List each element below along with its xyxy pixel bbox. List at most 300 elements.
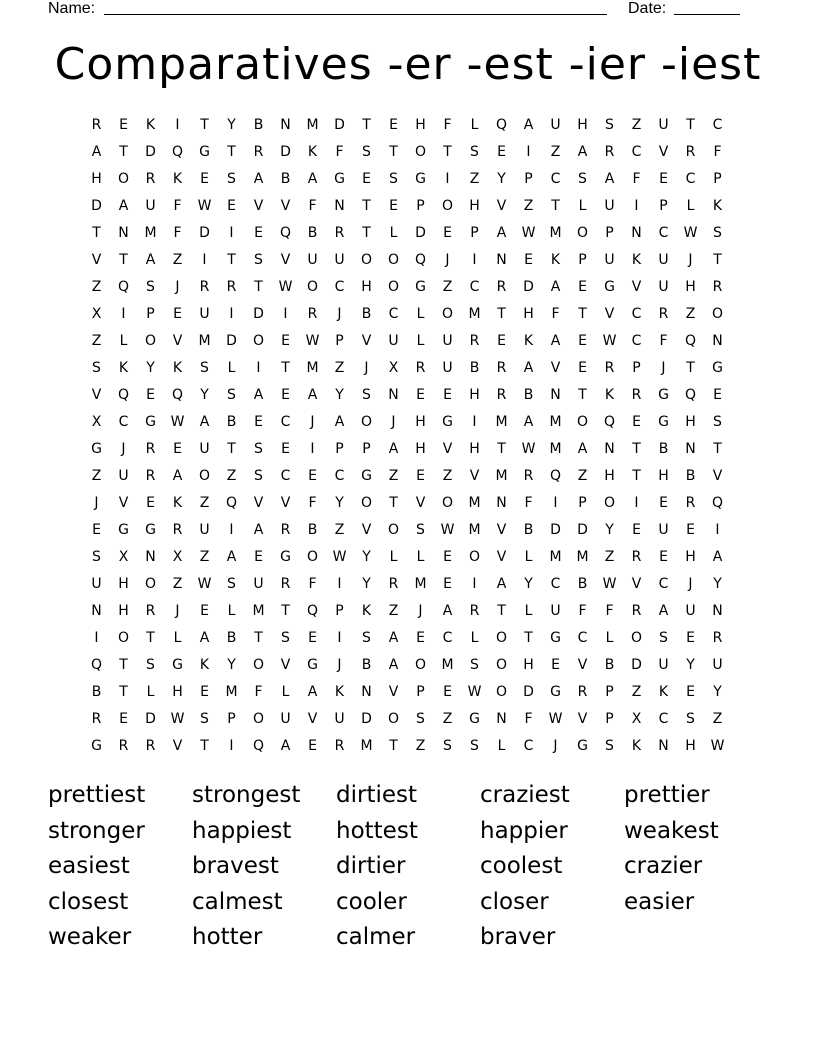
grid-letter: U (604, 198, 615, 214)
grid-letter: U (334, 252, 345, 268)
grid-letter: O (468, 549, 481, 565)
grid-letter: W (305, 333, 320, 349)
grid-letter: L (389, 225, 398, 241)
grid-letter: C (658, 576, 669, 592)
grid-letter: I (229, 522, 234, 538)
date-label: Date: (628, 0, 667, 17)
grid-letter: O (576, 225, 589, 241)
grid-letter: F (308, 576, 317, 592)
grid-letter: I (175, 117, 180, 133)
grid-letter: V (307, 711, 318, 727)
grid-letter: C (334, 279, 345, 295)
grid-letter: Y (146, 360, 155, 376)
grid-letter: R (469, 603, 480, 619)
grid-row (83, 141, 733, 168)
grid-letter: A (577, 144, 588, 160)
grid-letter: G (415, 279, 426, 295)
grid-letter: A (172, 468, 183, 484)
grid-letter: H (415, 117, 426, 133)
grid-letter: E (443, 684, 452, 700)
grid-letter: Y (362, 549, 371, 565)
grid-letter: Q (279, 225, 292, 241)
grid-row (83, 195, 733, 222)
grid-letter: N (91, 603, 102, 619)
grid-letter: S (713, 225, 722, 241)
grid-letter: B (523, 522, 534, 538)
grid-row (83, 600, 733, 627)
grid-row (83, 249, 733, 276)
grid-row (83, 438, 733, 465)
grid-letter: Z (442, 711, 453, 727)
grid-letter: E (524, 252, 533, 268)
grid-letter: T (578, 306, 587, 322)
grid-letter: B (604, 657, 615, 673)
grid-letter: C (118, 414, 129, 430)
grid-letter: V (280, 198, 291, 214)
grid-letter: Q (171, 144, 184, 160)
grid-letter: D (145, 711, 156, 727)
grid-letter: Y (335, 387, 344, 403)
grid-letter: Z (334, 522, 345, 538)
grid-letter: L (605, 630, 614, 646)
grid-letter: R (469, 333, 480, 349)
grid-letter: H (361, 279, 372, 295)
date-field[interactable] (674, 14, 740, 15)
word-bank-item: coolest (480, 853, 563, 879)
grid-letter: E (659, 549, 668, 565)
grid-letter: P (632, 360, 641, 376)
grid-letter: T (119, 144, 128, 160)
word-bank-item: happiest (192, 817, 292, 844)
grid-letter: T (254, 279, 263, 295)
grid-letter: U (91, 576, 102, 592)
grid-letter: N (658, 738, 669, 754)
grid-letter: E (146, 495, 155, 511)
grid-letter: E (281, 387, 290, 403)
grid-letter: V (91, 387, 102, 403)
grid-letter: T (119, 252, 128, 268)
grid-letter: V (361, 522, 372, 538)
grid-letter: T (227, 252, 236, 268)
grid-letter: L (686, 198, 695, 214)
grid-letter: E (497, 333, 506, 349)
grid-letter: Y (227, 117, 236, 133)
grid-letter: Z (523, 198, 534, 214)
grid-letter: A (523, 414, 534, 430)
name-label: Name: (48, 0, 96, 17)
grid-letter: M (549, 414, 562, 430)
grid-letter: U (550, 117, 561, 133)
grid-letter: E (308, 468, 317, 484)
word-bank-item: stronger (48, 817, 145, 844)
grid-letter: E (443, 576, 452, 592)
grid-letter: K (361, 603, 372, 619)
grid-letter: E (173, 306, 182, 322)
grid-letter: W (710, 738, 725, 754)
grid-letter: P (470, 225, 479, 241)
grid-letter: O (360, 414, 373, 430)
grid-letter: W (467, 684, 482, 700)
grid-letter: S (659, 630, 668, 646)
grid-letter: N (361, 684, 372, 700)
grid-letter: D (361, 711, 372, 727)
grid-letter: F (308, 198, 317, 214)
grid-letter: M (468, 522, 481, 538)
grid-letter: O (387, 522, 400, 538)
grid-row (83, 411, 733, 438)
grid-letter: W (521, 225, 536, 241)
grid-letter: R (118, 738, 129, 754)
grid-letter: D (577, 522, 588, 538)
grid-letter: L (227, 603, 236, 619)
grid-letter: T (362, 117, 371, 133)
grid-letter: T (686, 117, 695, 133)
grid-letter: N (334, 198, 345, 214)
grid-letter: E (281, 333, 290, 349)
grid-letter: T (254, 630, 263, 646)
grid-letter: D (523, 279, 534, 295)
word-bank-item: weakest (624, 817, 719, 844)
grid-letter: A (388, 657, 399, 673)
grid-letter: E (254, 225, 263, 241)
grid-letter: Y (713, 576, 722, 592)
grid-letter: H (658, 468, 669, 484)
grid-letter: S (200, 360, 209, 376)
grid-letter: S (470, 657, 479, 673)
grid-letter: E (416, 630, 425, 646)
grid-letter: G (199, 144, 210, 160)
grid-letter: V (658, 144, 669, 160)
grid-letter: B (91, 684, 102, 700)
grid-letter: V (280, 495, 291, 511)
grid-letter: U (199, 522, 210, 538)
grid-letter: I (202, 252, 207, 268)
grid-letter: J (175, 279, 180, 295)
grid-letter: Q (306, 603, 319, 619)
grid-letter: N (145, 549, 156, 565)
grid-letter: O (441, 306, 454, 322)
grid-letter: B (523, 387, 534, 403)
grid-letter: A (604, 171, 615, 187)
grid-letter: L (470, 117, 479, 133)
word-bank-item: hottest (336, 817, 418, 844)
grid-letter: E (119, 117, 128, 133)
grid-row (83, 627, 733, 654)
word-bank-item: easier (624, 888, 695, 915)
grid-letter: B (226, 414, 237, 430)
grid-letter: T (281, 603, 290, 619)
grid-letter: U (307, 252, 318, 268)
grid-letter: T (119, 657, 128, 673)
grid-letter: V (91, 252, 102, 268)
grid-row (83, 735, 733, 762)
grid-letter: K (172, 360, 183, 376)
grid-letter: H (577, 117, 588, 133)
grid-letter: Y (200, 387, 209, 403)
grid-letter: V (280, 252, 291, 268)
grid-letter: Z (550, 144, 561, 160)
grid-letter: H (469, 387, 480, 403)
grid-letter: T (200, 738, 209, 754)
grid-letter: T (443, 144, 452, 160)
grid-letter: J (364, 360, 369, 376)
grid-letter: C (280, 468, 291, 484)
grid-letter: N (496, 252, 507, 268)
grid-letter: S (470, 144, 479, 160)
grid-letter: K (550, 252, 561, 268)
grid-letter: B (307, 522, 318, 538)
word-bank-item: craziest (480, 782, 570, 808)
grid-letter: O (117, 171, 130, 187)
grid-letter: G (469, 711, 480, 727)
grid-letter: U (685, 603, 696, 619)
grid-letter: A (307, 684, 318, 700)
grid-letter: W (197, 576, 212, 592)
grid-letter: R (280, 522, 291, 538)
grid-letter: V (496, 522, 507, 538)
grid-letter: G (172, 657, 183, 673)
grid-letter: E (686, 522, 695, 538)
grid-letter: L (119, 333, 128, 349)
grid-letter: E (578, 360, 587, 376)
grid-letter: H (172, 684, 183, 700)
grid-row (83, 492, 733, 519)
grid-letter: A (118, 198, 129, 214)
grid-letter: U (658, 117, 669, 133)
grid-letter: X (388, 360, 399, 376)
grid-letter: J (688, 576, 693, 592)
grid-letter: A (496, 576, 507, 592)
word-bank-item: prettier (624, 782, 710, 808)
name-field[interactable] (104, 14, 607, 15)
grid-letter: S (389, 171, 398, 187)
page-title: Comparatives -er -est -ier -iest (54, 39, 762, 90)
grid-letter: W (602, 333, 617, 349)
grid-letter: Y (227, 657, 236, 673)
grid-letter: B (577, 576, 588, 592)
grid-letter: W (683, 225, 698, 241)
grid-letter: M (252, 603, 265, 619)
grid-letter: Z (415, 738, 426, 754)
grid-row (83, 114, 733, 141)
grid-letter: P (578, 495, 587, 511)
grid-letter: S (362, 630, 371, 646)
grid-letter: V (631, 576, 642, 592)
grid-letter: I (229, 738, 234, 754)
grid-letter: R (631, 549, 642, 565)
grid-letter: R (145, 468, 156, 484)
grid-letter: F (308, 495, 317, 511)
grid-letter: K (145, 117, 156, 133)
grid-letter: E (551, 657, 560, 673)
grid-letter: F (524, 495, 533, 511)
grid-letter: O (252, 711, 265, 727)
grid-letter: E (578, 279, 587, 295)
grid-letter: R (145, 171, 156, 187)
grid-letter: E (281, 441, 290, 457)
grid-letter: I (283, 306, 288, 322)
grid-letter: Y (497, 171, 506, 187)
grid-letter: R (631, 387, 642, 403)
grid-letter: T (146, 630, 155, 646)
grid-letter: R (307, 306, 318, 322)
grid-letter: M (549, 549, 562, 565)
grid-letter: R (253, 144, 264, 160)
grid-letter: D (199, 225, 210, 241)
grid-letter: E (200, 684, 209, 700)
grid-letter: K (631, 738, 642, 754)
grid-letter: M (414, 576, 427, 592)
grid-letter: T (686, 360, 695, 376)
grid-letter: E (389, 117, 398, 133)
grid-letter: S (200, 711, 209, 727)
grid-letter: J (121, 441, 126, 457)
grid-letter: Z (577, 468, 588, 484)
grid-letter: C (442, 630, 453, 646)
grid-letter: D (226, 333, 237, 349)
grid-letter: R (604, 144, 615, 160)
grid-letter: H (118, 576, 129, 592)
grid-letter: C (334, 468, 345, 484)
grid-letter: E (308, 738, 317, 754)
grid-letter: Z (631, 684, 642, 700)
grid-letter: O (144, 576, 157, 592)
grid-letter: L (416, 306, 425, 322)
grid-letter: E (308, 630, 317, 646)
grid-letter: M (306, 360, 319, 376)
grid-letter: U (199, 441, 210, 457)
grid-letter: J (310, 414, 315, 430)
grid-letter: Z (91, 333, 102, 349)
grid-letter: R (145, 738, 156, 754)
grid-letter: H (469, 441, 480, 457)
grid-letter: L (524, 549, 533, 565)
grid-letter: O (387, 279, 400, 295)
grid-letter: C (631, 333, 642, 349)
grid-letter: P (416, 198, 425, 214)
word-bank-item: strongest (192, 782, 301, 808)
grid-letter: R (712, 279, 723, 295)
grid-letter: Q (495, 117, 508, 133)
grid-letter: A (199, 630, 210, 646)
grid-letter: R (199, 279, 210, 295)
grid-letter: R (91, 117, 102, 133)
grid-letter: I (229, 225, 234, 241)
grid-letter: W (548, 711, 563, 727)
grid-letter: V (253, 198, 264, 214)
grid-letter: I (715, 522, 720, 538)
grid-letter: W (278, 279, 293, 295)
grid-letter: K (199, 657, 210, 673)
grid-letter: P (335, 603, 344, 619)
grid-letter: E (632, 522, 641, 538)
grid-letter: C (469, 279, 480, 295)
grid-letter: H (604, 468, 615, 484)
grid-letter: O (576, 414, 589, 430)
grid-letter: F (335, 144, 344, 160)
grid-letter: N (388, 387, 399, 403)
grid-letter: K (658, 684, 669, 700)
grid-letter: D (91, 198, 102, 214)
grid-letter: G (658, 414, 669, 430)
grid-letter: F (443, 117, 452, 133)
grid-letter: F (605, 603, 614, 619)
word-bank-item: dirtier (336, 853, 406, 879)
grid-letter: X (631, 711, 642, 727)
grid-letter: A (334, 414, 345, 430)
grid-letter: E (443, 549, 452, 565)
grid-letter: A (523, 360, 534, 376)
grid-letter: O (441, 495, 454, 511)
grid-letter: J (337, 306, 342, 322)
grid-letter: B (226, 630, 237, 646)
grid-letter: A (577, 441, 588, 457)
grid-letter: A (442, 603, 453, 619)
grid-letter: B (469, 360, 480, 376)
grid-letter: T (362, 225, 371, 241)
grid-letter: T (281, 360, 290, 376)
grid-letter: S (578, 171, 587, 187)
grid-letter: T (713, 441, 722, 457)
grid-letter: H (685, 279, 696, 295)
grid-letter: B (658, 441, 669, 457)
word-bank-item: hotter (192, 924, 263, 950)
grid-letter: K (334, 684, 345, 700)
word-bank-item: braver (480, 924, 556, 950)
grid-letter: K (172, 171, 183, 187)
grid-letter: F (713, 144, 722, 160)
word-bank-item: calmer (336, 924, 416, 950)
grid-letter: Z (199, 495, 210, 511)
grid-letter: O (117, 630, 130, 646)
grid-letter: C (280, 414, 291, 430)
grid-letter: G (145, 414, 156, 430)
grid-letter: S (416, 522, 425, 538)
grid-row (83, 357, 733, 384)
grid-letter: G (118, 522, 129, 538)
grid-letter: I (472, 414, 477, 430)
grid-letter: O (306, 549, 319, 565)
grid-letter: Y (713, 684, 722, 700)
grid-letter: E (254, 549, 263, 565)
grid-letter: V (577, 657, 588, 673)
grid-letter: P (578, 252, 587, 268)
grid-letter: I (634, 495, 639, 511)
grid-letter: G (550, 630, 561, 646)
grid-letter: G (91, 738, 102, 754)
grid-letter: C (658, 225, 669, 241)
grid-letter: M (468, 306, 481, 322)
grid-letter: D (631, 657, 642, 673)
grid-row (83, 384, 733, 411)
word-bank-item: closer (480, 888, 549, 915)
grid-letter: R (172, 522, 183, 538)
grid-row (83, 519, 733, 546)
grid-letter: N (118, 225, 129, 241)
grid-letter: U (388, 333, 399, 349)
grid-letter: L (389, 549, 398, 565)
grid-letter: T (389, 495, 398, 511)
grid-letter: A (145, 252, 156, 268)
grid-letter: V (442, 441, 453, 457)
grid-letter: Y (686, 657, 695, 673)
grid-letter: X (91, 306, 102, 322)
grid-letter: C (658, 711, 669, 727)
grid-letter: F (173, 198, 182, 214)
grid-letter: R (577, 684, 588, 700)
grid-letter: I (337, 576, 342, 592)
grid-letter: V (415, 495, 426, 511)
